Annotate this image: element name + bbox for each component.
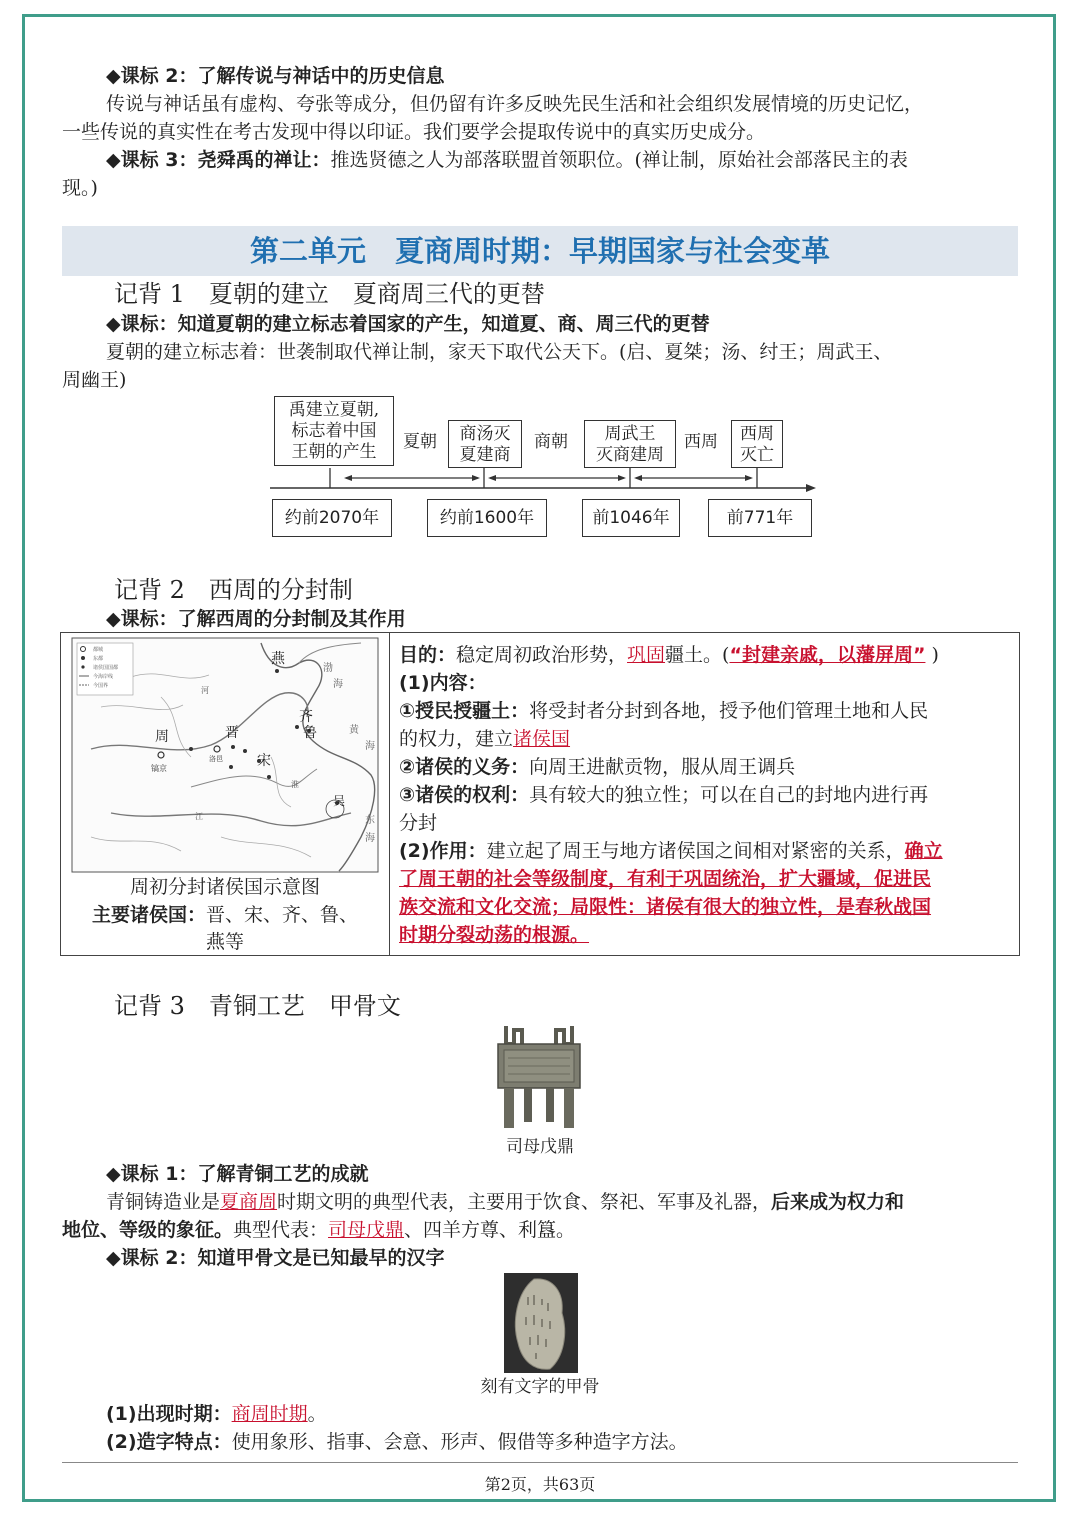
p2-a: 典型代表： — [233, 1219, 329, 1241]
section2-kb-title: ◆课标：了解西周的分封制及其作用 — [106, 608, 406, 630]
zhou-fiefs-map — [71, 637, 379, 873]
states-line — [61, 901, 389, 929]
event-1-line-1: 禹建立夏朝, — [288, 400, 380, 420]
section3-kb1-title: ◆课标 1：了解青铜工艺的成就 — [106, 1163, 369, 1185]
purpose-red: 巩固 — [627, 644, 666, 666]
map-label-luoyi: 洛邑 — [209, 755, 223, 763]
map-label-huang: 黄 — [349, 725, 359, 736]
footer-rule — [62, 1462, 1018, 1463]
content-1-text: 将受封者分封到各地，授予他们管理土地和人民 — [529, 700, 929, 722]
effect-line — [399, 837, 1019, 865]
effect-red-2: 了周王朝的社会等级制度，有利于巩固统治，扩大疆域，促进民 — [399, 868, 932, 890]
event-4-line-2: 灭亡 — [740, 445, 774, 465]
section1-heading: 记背 1 夏朝的建立 夏商周三代的更替 — [114, 280, 545, 308]
item1-label: (1)出现时期： — [106, 1403, 232, 1425]
event-4-line-1: 西周 — [740, 424, 774, 444]
event-1-line-3: 王朝的产生 — [291, 442, 377, 462]
legend-5: 今国界 — [93, 683, 109, 689]
content-3-text-2: 分封 — [399, 812, 438, 834]
event-1-line-2: 标志着中国 — [291, 421, 377, 441]
map-label-hai: 海 — [333, 679, 343, 690]
kb2-paragraph-2: 一些传说的真实性在考古发现中得以印证。我们要学会提取传说中的真实历史成分。 — [62, 121, 766, 143]
legend-2: 东都 — [93, 656, 104, 662]
map-label-he: 河 — [201, 686, 209, 695]
kb3-text: 推选贤德之人为部落联盟首领职位。(禅让制，原始社会部落民主的表 — [330, 149, 908, 171]
timeline-axis — [260, 464, 820, 504]
period-xia: 夏朝 — [403, 432, 437, 452]
item2-line — [106, 1428, 1066, 1456]
timeline-event-3 — [584, 420, 676, 468]
map-label-jiang: 江 — [195, 812, 203, 821]
purpose-text-2: 疆土。( — [665, 644, 730, 666]
period-shang: 商朝 — [534, 432, 568, 452]
kb3-line — [106, 146, 1066, 174]
map-label-song: 宋 — [257, 753, 271, 769]
item1-end: 。 — [307, 1403, 327, 1425]
content-2-label: ②诸侯的义务： — [399, 756, 530, 778]
section3-p1 — [106, 1188, 1066, 1216]
legend-4: 今海岸线 — [93, 674, 114, 680]
section1-paragraph-2: 周幽王) — [62, 369, 127, 391]
effect-red-1: 确立 — [904, 840, 943, 862]
map-label-zhou: 周 — [155, 729, 169, 745]
section1-paragraph-1: 夏朝的建立标志着：世袭制取代禅让制，家天下取代公天下。(启、夏桀；汤、纣王；周武王、 — [106, 341, 893, 363]
table-divider — [389, 633, 390, 955]
kb3-title: ◆课标 3：尧舜禹的禅让： — [106, 149, 331, 171]
date-box-4: 前771年 — [708, 499, 812, 537]
date-box-3: 前1046年 — [582, 499, 680, 537]
date-box-2: 约前1600年 — [427, 499, 547, 537]
map-label-qi: 齐 — [299, 709, 313, 725]
content-2-text: 向周王进献贡物，服从周王调兵 — [529, 756, 796, 778]
effect-red-3: 族交流和文化交流；局限性：诸侯有很大的独立性，是春秋战国 — [399, 896, 932, 918]
content-3-text: 具有较大的独立性；可以在自己的封地内进行再 — [529, 784, 929, 806]
section1-kb-title: ◆课标：知道夏朝的建立标志着国家的产生，知道夏、商、周三代的更替 — [106, 313, 710, 335]
legend-3: 诸侯国国都 — [93, 665, 119, 671]
p2-bold: 地位、等级的象征。 — [62, 1219, 234, 1241]
date-box-1: 约前2070年 — [272, 499, 392, 537]
p2-b: 、四羊方尊、利簋。 — [404, 1219, 576, 1241]
purpose-text: 稳定周初政治形势， — [456, 644, 628, 666]
content-label: (1)内容： — [399, 672, 487, 694]
unit-banner: 第二单元 夏商周时期：早期国家与社会变革 — [62, 226, 1018, 276]
oracle-bone-caption: 刻有文字的甲骨 — [480, 1377, 600, 1397]
effect-label: (2)作用： — [399, 840, 487, 862]
timeline-event-1 — [274, 396, 394, 466]
content-1-text-2: 的权力，建立 — [399, 728, 514, 750]
p2-red: 司母戊鼎 — [328, 1219, 405, 1241]
content-1-line — [399, 697, 1019, 725]
map-label-hai3: 海 — [365, 833, 375, 844]
section3-heading: 记背 3 青铜工艺 甲骨文 — [114, 992, 401, 1020]
section3-p2 — [62, 1216, 1022, 1244]
legend-1: 都城 — [93, 647, 104, 653]
item1-line — [106, 1400, 1066, 1428]
content-1-red: 诸侯国 — [513, 728, 571, 750]
p1-red: 夏商周 — [220, 1191, 278, 1213]
states-text: 晋、宋、齐、鲁、 — [206, 904, 359, 926]
simuwu-ding-image — [494, 1024, 584, 1130]
item2-text: 使用象形、指事、会意、形声、假借等多种造字方法。 — [231, 1431, 688, 1453]
content-3-line — [399, 781, 1019, 809]
effect-red-4: 时期分裂动荡的根源。 — [399, 924, 590, 946]
states-text-2: 燕等 — [205, 931, 244, 953]
map-label-hai2: 海 — [365, 741, 375, 752]
map-label-haojing: 镐京 — [151, 764, 167, 773]
event-3-line-2: 灭商建周 — [596, 445, 664, 465]
event-2-line-2: 夏建商 — [459, 445, 511, 465]
effect-text: 建立起了周王与地方诸侯国之间相对紧密的关系， — [486, 840, 905, 862]
item2-label: (2)造字特点： — [106, 1431, 232, 1453]
kb3-text-2: 现。) — [62, 177, 98, 199]
content-2-line — [399, 753, 1019, 781]
content-3-label: ③诸侯的权利： — [399, 784, 530, 806]
page-footer: 第2页，共63页 — [484, 1475, 596, 1494]
kb2-title: ◆课标 2：了解传说与神话中的历史信息 — [106, 65, 445, 87]
map-label-huai: 淮 — [291, 780, 299, 789]
content-1-line-2 — [399, 725, 1019, 753]
p1-bold: 后来成为权力和 — [771, 1191, 905, 1213]
item1-red: 商周时期 — [231, 1403, 308, 1425]
purpose-line — [399, 641, 1019, 669]
map-label-wu: 吴 — [333, 794, 346, 808]
map-label-jin: 晋 — [225, 725, 239, 741]
map-label-lu: 鲁 — [303, 725, 317, 741]
section3-kb2-title: ◆课标 2：知道甲骨文是已知最早的汉字 — [106, 1247, 445, 1269]
p1-a: 青铜铸造业是 — [106, 1191, 221, 1213]
fengjian-table — [60, 632, 1020, 956]
content-1-label: ①授民授疆土： — [399, 700, 530, 722]
oracle-bone-image — [504, 1273, 578, 1373]
event-3-line-1: 周武王 — [604, 424, 656, 444]
timeline-event-2 — [448, 420, 522, 468]
timeline-event-4 — [731, 420, 783, 468]
event-2-line-1: 商汤灭 — [459, 424, 511, 444]
states-label: 主要诸侯国： — [91, 904, 206, 926]
map-label-bo: 渤 — [323, 663, 333, 674]
purpose-end: ) — [931, 644, 939, 666]
map-label-yan: 燕 — [271, 651, 285, 667]
map-caption: 周初分封诸侯国示意图 — [129, 876, 320, 898]
purpose-label: 目的： — [399, 644, 457, 666]
map-label-dong: 东 — [365, 815, 375, 826]
simuwu-ding-caption: 司母戊鼎 — [506, 1137, 574, 1157]
period-xizhou: 西周 — [684, 432, 718, 452]
p1-b: 时期文明的典型代表，主要用于饮食、祭祀、军事及礼器， — [277, 1191, 772, 1213]
purpose-quote: “封建亲戚，以藩屏周” — [729, 644, 926, 666]
section2-heading: 记背 2 西周的分封制 — [114, 576, 353, 604]
kb2-paragraph-1: 传说与神话虽有虚构、夸张等成分，但仍留有许多反映先民生活和社会组织发展情境的历史记忆， — [106, 93, 924, 115]
